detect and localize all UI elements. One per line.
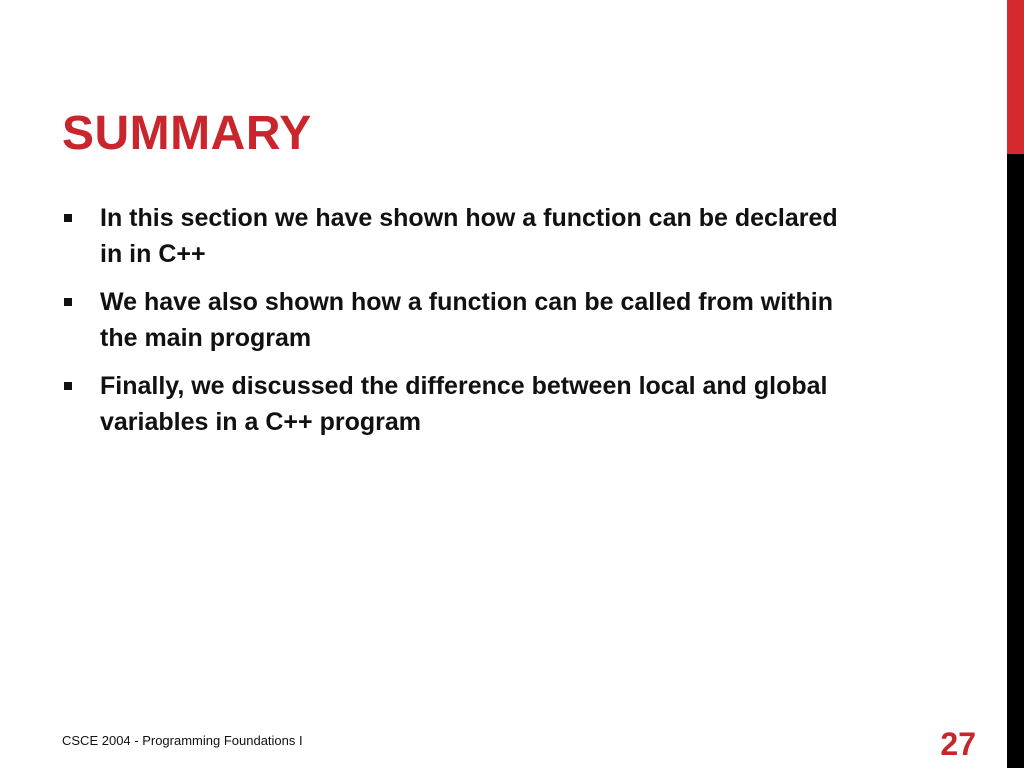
side-accent-bar-red (1007, 0, 1024, 154)
bullet-item (62, 368, 862, 440)
square-bullet-icon (64, 214, 72, 222)
bullet-item (62, 200, 862, 272)
bullet-text: We have also shown how a function can be called from within the main program (100, 288, 833, 352)
side-accent-bar-black (1007, 154, 1024, 768)
bullet-list (62, 200, 862, 452)
bullet-item (62, 284, 862, 356)
square-bullet-icon (64, 298, 72, 306)
footer-course-label: CSCE 2004 - Programming Foundations I (62, 733, 303, 748)
bullet-text: In this section we have shown how a function can be declared in in C++ (100, 204, 838, 268)
slide-title: SUMMARY (62, 107, 312, 160)
page-number: 27 (940, 726, 976, 762)
bullet-text: Finally, we discussed the difference between local and global variables in a C++ program (100, 372, 828, 436)
square-bullet-icon (64, 382, 72, 390)
